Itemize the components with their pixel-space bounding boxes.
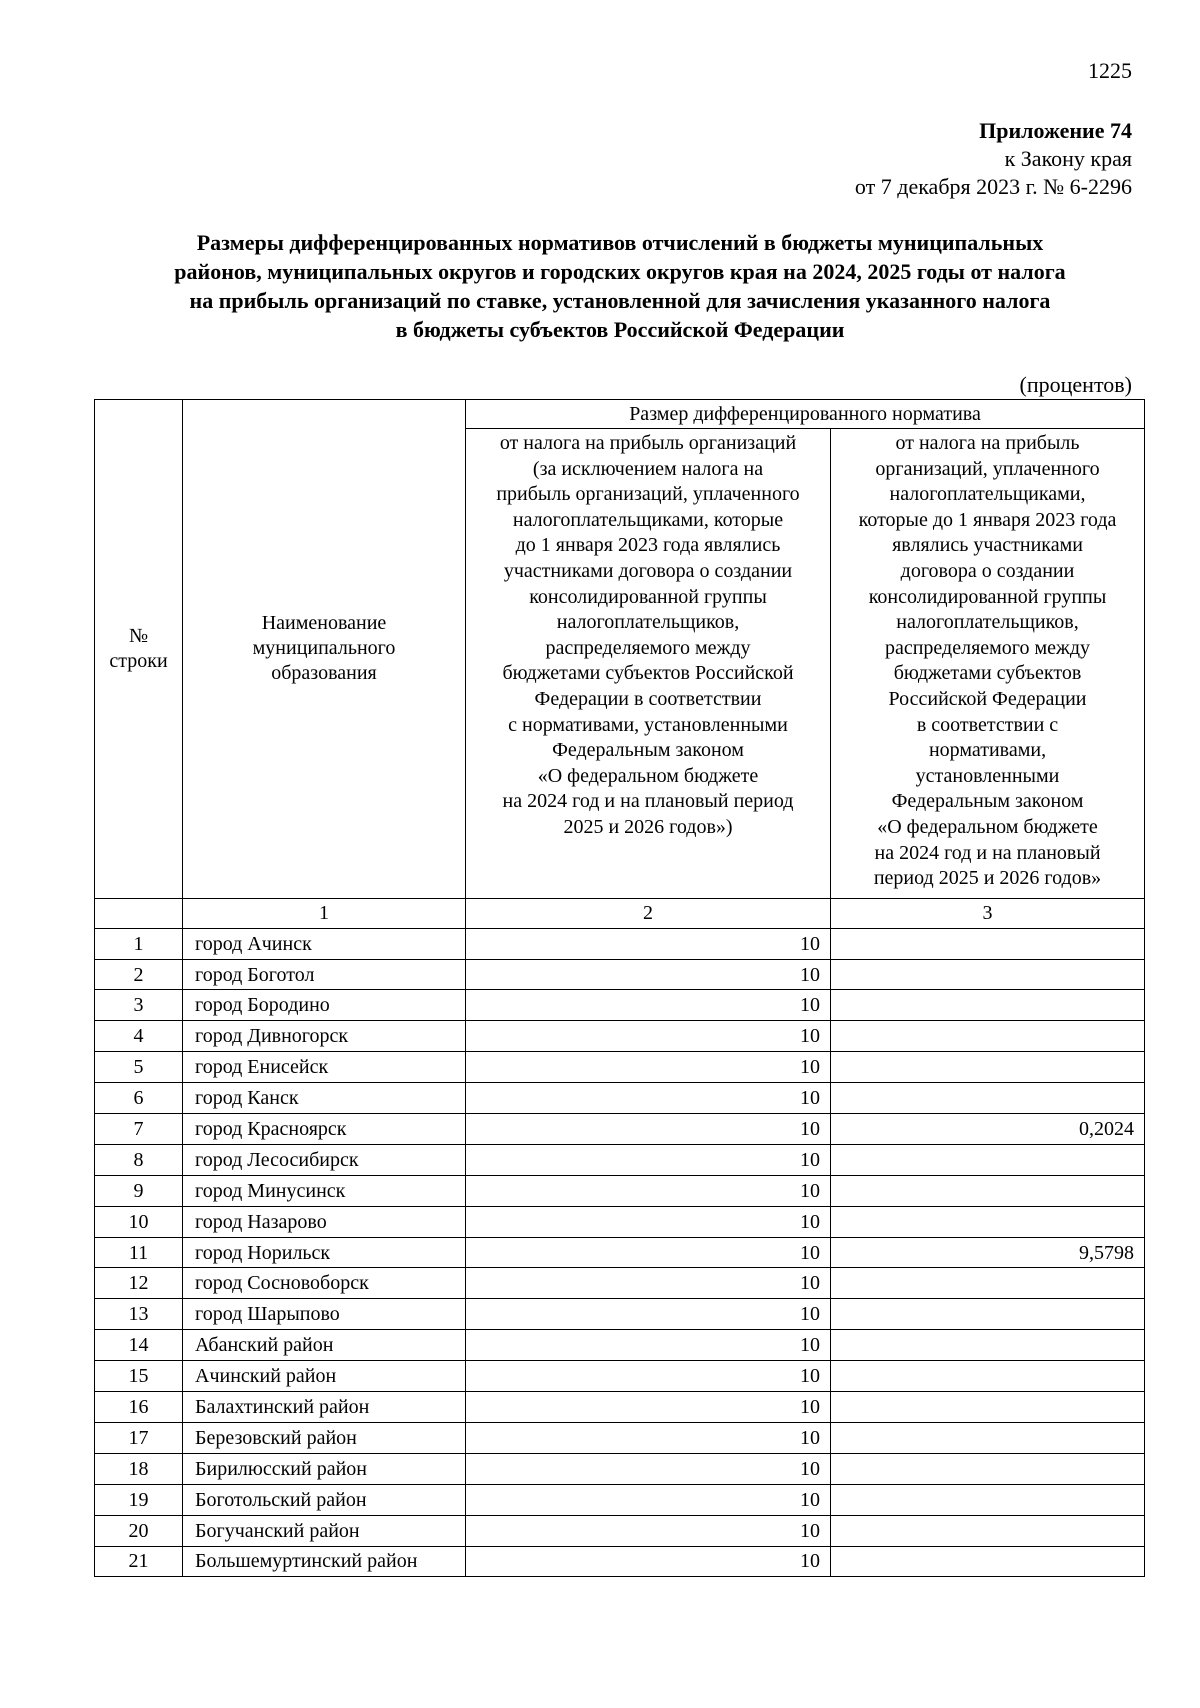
norm-col2-value: 10 (466, 1114, 831, 1145)
row-number: 21 (95, 1546, 183, 1577)
norm-col3-value (831, 1268, 1145, 1299)
municipality-name: Богучанский район (183, 1515, 466, 1546)
norm-col3-value: 9,5798 (831, 1237, 1145, 1268)
header-text: период 2025 и 2026 годов» (873, 867, 1102, 890)
title-line: Размеры дифференцированных нормативов отчислений в бюджеты муниципальных (196, 230, 1044, 255)
table-row (95, 959, 1145, 990)
header-text: строки (109, 649, 168, 672)
header-text: Федерации в соответствии (534, 687, 762, 710)
row-number: 16 (95, 1392, 183, 1423)
appendix-title: Приложение 74 (979, 118, 1132, 143)
table-row (95, 1175, 1145, 1206)
table-row (95, 1268, 1145, 1299)
header-text: на 2024 год и на плановый (874, 841, 1101, 864)
norm-col3-value (831, 1083, 1145, 1114)
header-text: консолидированной группы (529, 585, 767, 608)
norm-col2-value: 10 (466, 1206, 831, 1237)
municipality-name: город Красноярск (183, 1114, 466, 1145)
table-row (95, 1144, 1145, 1175)
norm-col2-value: 10 (466, 1484, 831, 1515)
header-norm-group: Размер дифференцированного норматива (466, 400, 1145, 429)
table-row (95, 1422, 1145, 1453)
header-text: налогоплательщиками, (889, 483, 1086, 506)
table-row (95, 1515, 1145, 1546)
norm-col2-value: 10 (466, 1021, 831, 1052)
header-col3 (831, 429, 1145, 899)
header-text: договора о создании (900, 559, 1075, 582)
row-number: 17 (95, 1422, 183, 1453)
header-text: от налога на прибыль организаций (499, 432, 797, 454)
header-text: прибыль организаций, уплаченного (496, 483, 800, 506)
norm-col2-value: 10 (466, 1083, 831, 1114)
header-text: от налога на прибыль (895, 432, 1080, 454)
table-row (95, 1206, 1145, 1237)
municipality-name: город Боготол (183, 959, 466, 990)
row-number: 2 (95, 959, 183, 990)
norm-col3-value (831, 928, 1145, 959)
norm-col3-value (831, 1206, 1145, 1237)
norm-col3-value (831, 1515, 1145, 1546)
header-text: «О федеральном бюджете (877, 815, 1098, 838)
table-row (95, 1453, 1145, 1484)
row-number: 3 (95, 990, 183, 1021)
row-number: 20 (95, 1515, 183, 1546)
municipality-name: Большемуртинский район (183, 1546, 466, 1577)
appendix-law-ref: к Закону края (1004, 146, 1132, 171)
header-text: установленными (915, 764, 1060, 787)
norm-col3-value (831, 1330, 1145, 1361)
norm-col3-value: 0,2024 (831, 1114, 1145, 1145)
header-text: Федеральным законом (552, 739, 744, 762)
appendix-date: от 7 декабря 2023 г. № 6-2296 (854, 174, 1132, 199)
row-number: 9 (95, 1175, 183, 1206)
row-number: 12 (95, 1268, 183, 1299)
header-text: до 1 января 2023 года являлись (515, 534, 781, 557)
municipality-name: Балахтинский район (183, 1392, 466, 1423)
table-row (95, 1484, 1145, 1515)
norm-col3-value (831, 1453, 1145, 1484)
header-text: налогоплательщиками, которые (512, 508, 784, 531)
norm-col3-value (831, 1546, 1145, 1577)
table-row (95, 1083, 1145, 1114)
column-number (95, 898, 183, 928)
municipality-name: город Шарыпово (183, 1299, 466, 1330)
row-number: 1 (95, 928, 183, 959)
row-number: 5 (95, 1052, 183, 1083)
table-row (95, 1392, 1145, 1423)
municipality-name: город Норильск (183, 1237, 466, 1268)
header-text: участниками договора о создании (503, 559, 793, 582)
title-line: в бюджеты субъектов Российской Федерации (395, 317, 845, 342)
document-title (100, 228, 1140, 344)
units-label: (процентов) (1019, 372, 1132, 397)
norm-col2-value: 10 (466, 990, 831, 1021)
norm-col3-value (831, 1144, 1145, 1175)
municipality-name: город Енисейск (183, 1052, 466, 1083)
header-text: на 2024 год и на плановый период (502, 790, 794, 813)
row-number: 4 (95, 1021, 183, 1052)
norm-col3-value (831, 1392, 1145, 1423)
row-number: 15 (95, 1361, 183, 1392)
header-text: 2025 и 2026 годов») (563, 815, 733, 838)
page-number: 1225 (1088, 58, 1132, 83)
municipality-name: город Канск (183, 1083, 466, 1114)
appendix-block (855, 117, 1132, 201)
table-row (95, 1361, 1145, 1392)
table-row (95, 990, 1145, 1021)
norm-col2-value: 10 (466, 1330, 831, 1361)
header-text: с нормативами, установленными (508, 713, 788, 736)
header-text: консолидированной группы (868, 585, 1107, 608)
norm-col2-value: 10 (466, 1175, 831, 1206)
header-text: в соответствии с (916, 713, 1059, 736)
norm-col2-value: 10 (466, 1422, 831, 1453)
municipality-name: город Бородино (183, 990, 466, 1021)
row-number: 8 (95, 1144, 183, 1175)
header-text: бюджетами субъектов (893, 662, 1082, 685)
municipality-name: Бирилюсский район (183, 1453, 466, 1484)
municipality-name: город Дивногорск (183, 1021, 466, 1052)
municipality-name: Ачинский район (183, 1361, 466, 1392)
norm-col2-value: 10 (466, 928, 831, 959)
table-row (95, 1330, 1145, 1361)
norm-col3-value (831, 990, 1145, 1021)
title-line: на прибыль организаций по ставке, установленной для зачисления указанного налога (189, 288, 1051, 313)
norm-col2-value: 10 (466, 1144, 831, 1175)
header-text: Федеральным законом (891, 790, 1084, 813)
municipality-name: город Лесосибирск (183, 1144, 466, 1175)
header-text: нормативами, (928, 739, 1047, 762)
norms-table (94, 399, 1145, 1577)
table-row (95, 1021, 1145, 1052)
table-row (95, 1237, 1145, 1268)
row-number: 14 (95, 1330, 183, 1361)
header-text: муниципального (252, 637, 396, 660)
row-number: 6 (95, 1083, 183, 1114)
row-number: 18 (95, 1453, 183, 1484)
header-text: распределяемого между (545, 636, 751, 659)
norm-col3-value (831, 959, 1145, 990)
header-col2 (466, 429, 831, 899)
norm-col3-value (831, 1361, 1145, 1392)
column-number: 1 (183, 898, 466, 928)
norm-col2-value: 10 (466, 1299, 831, 1330)
header-text: (за исключением налога на (532, 457, 764, 480)
column-number-row (95, 898, 1145, 928)
header-text: образования (271, 662, 377, 685)
header-text: налогоплательщиков, (896, 611, 1079, 634)
header-text: являлись участниками (892, 534, 1083, 557)
header-text: Наименование (261, 612, 387, 635)
row-number: 19 (95, 1484, 183, 1515)
header-text: бюджетами субъектов Российской (502, 662, 794, 685)
header-text: № (128, 624, 149, 647)
norm-col2-value: 10 (466, 1546, 831, 1577)
header-text: которые до 1 января 2023 года (858, 508, 1117, 531)
column-number: 3 (831, 898, 1145, 928)
row-number: 10 (95, 1206, 183, 1237)
table-row (95, 1546, 1145, 1577)
table-row (95, 1299, 1145, 1330)
norm-col3-value (831, 1052, 1145, 1083)
header-text: «О федеральном бюджете (537, 764, 759, 787)
header-text: распределяемого между (884, 636, 1091, 659)
title-line: районов, муниципальных округов и городских округов края на 2024, 2025 годы от налога (174, 259, 1066, 284)
municipality-name: город Назарово (183, 1206, 466, 1237)
norm-col2-value: 10 (466, 1052, 831, 1083)
header-text: организаций, уплаченного (875, 457, 1100, 480)
table-row (95, 1052, 1145, 1083)
norm-col2-value: 10 (466, 1453, 831, 1484)
table-row (95, 1114, 1145, 1145)
norm-col2-value: 10 (466, 959, 831, 990)
norm-col3-value (831, 1422, 1145, 1453)
row-number: 7 (95, 1114, 183, 1145)
table-row (95, 928, 1145, 959)
municipality-name: город Минусинск (183, 1175, 466, 1206)
municipality-name: Боготольский район (183, 1484, 466, 1515)
header-text: Российской Федерации (888, 687, 1087, 710)
municipality-name: город Сосновоборск (183, 1268, 466, 1299)
row-number: 13 (95, 1299, 183, 1330)
norm-col3-value (831, 1484, 1145, 1515)
norm-col2-value: 10 (466, 1392, 831, 1423)
header-text: налогоплательщиков, (556, 611, 740, 634)
norm-col2-value: 10 (466, 1515, 831, 1546)
row-number: 11 (95, 1237, 183, 1268)
norm-col3-value (831, 1021, 1145, 1052)
municipality-name: Березовский район (183, 1422, 466, 1453)
norm-col3-value (831, 1299, 1145, 1330)
norm-col3-value (831, 1175, 1145, 1206)
norm-col2-value: 10 (466, 1268, 831, 1299)
header-row-number (95, 400, 183, 899)
norm-col2-value: 10 (466, 1237, 831, 1268)
norm-col2-value: 10 (466, 1361, 831, 1392)
municipality-name: Абанский район (183, 1330, 466, 1361)
column-number: 2 (466, 898, 831, 928)
municipality-name: город Ачинск (183, 928, 466, 959)
header-municipality (183, 400, 466, 899)
